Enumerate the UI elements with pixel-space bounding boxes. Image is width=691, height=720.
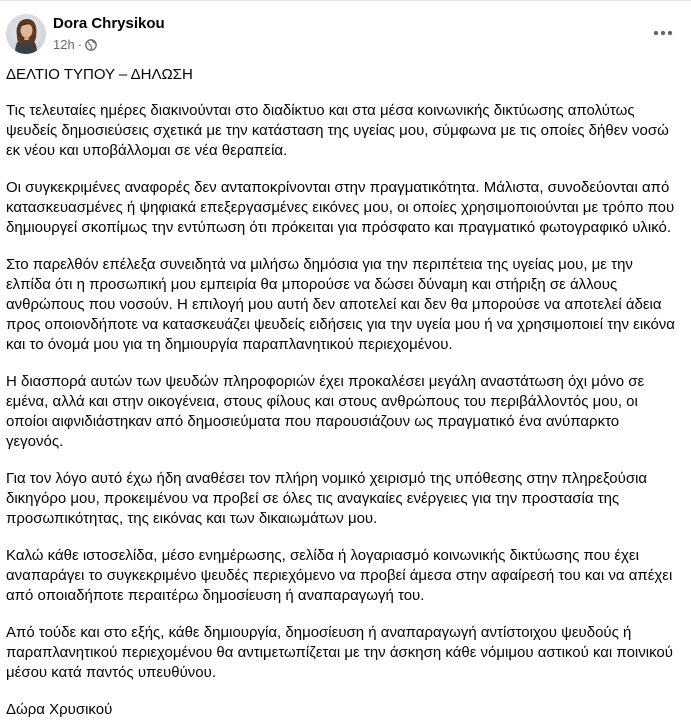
post-paragraph: Καλώ κάθε ιστοσελίδα, μέσο ενημέρωσης, σελίδα ή λογαριασμό κοινωνικής δικτύωσης που έχει αναπαράγει το συγκεκριμένο ψευδές περιεχόμενο να προβεί άμεσα στην αφαίρεσή του και να απέχει από οποιαδήποτε περαιτέρω δημοσίευση ή αναπαραγωγή του. [6,547,673,604]
author-block [53,14,165,53]
post-paragraph: Τις τελευταίες ημέρες διακινούνται στο διαδίκτυο και στα μέσα κοινωνικής δικτύωσης απολύτως ψευδείς δημοσιεύσεις σχετικά με την κατάσταση της υγείας μου, σύμφωνα με τις οποίες δήθεν νοσώ εκ νέου και υποβάλλομαι σε νέα θεραπεία. [6,102,669,159]
post-paragraph: Για τον λόγο αυτό έχω ήδη αναθέσει τον πλήρη νομικό χειρισμό της υπόθεσης στην πληρεξούσια δικηγόρο μου, προκειμένου να προβεί σε όλες τις αναγκαίες ενέργειες για την προστασία της προσωπικότητας, της εικόνας και των δικαιωμάτων μου. [6,470,648,527]
avatar-image [6,14,46,54]
post-paragraph: Οι συγκεκριμένες αναφορές δεν ανταποκρίνονται στην πραγματικότητα. Μάλιστα, συνοδεύονται από κατασκευασμένες ή ψηφιακά επεξεργασμένες εικόνες μου, οι οποίες χρησιμοποιούνται με τρόπο που δημιουργεί σκοπίμως την εντύπωση ότι πρόκειται για πρόσφατο και πραγματικό φωτογραφικό υλικό. [6,179,675,236]
post-timestamp[interactable]: 12h [53,37,75,52]
post-header [6,1,683,55]
post-paragraph: Η διασπορά αυτών των ψευδών πληροφοριών έχει προκαλέσει μεγάλη αναστάτωση όχι μόνο σε εμένα, αλλά και στην οικογένεια, στους φίλους και στους ανθρώπους του περιβάλλοντός μου, οι οποίοι αιφνιδιάστηκαν από δημοσιεύματα που παρουσιάζουν ως πραγματικό ένα ανύπαρκτο γεγονός. [6,373,645,450]
author-name[interactable]: Dora Chrysikou [53,15,165,32]
author-avatar[interactable] [6,14,46,54]
meta-separator: · [77,37,83,52]
post-meta [53,37,165,53]
more-options-icon[interactable] [651,23,675,43]
post-text [6,65,683,720]
post-paragraph: Από τούδε και στο εξής, κάθε δημιουργία, δημοσίευση ή αναπαραγωγή αντίστοιχου ψευδούς ή παραπλανητικού περιεχομένου θα αντιμετωπίζεται με την άσκηση κάθε νόμιμου αστικού και ποινικού μέσου κατά παντός υπευθύνου. [6,624,673,681]
post-signature: Δώρα Χρυσικού [6,701,113,718]
globe-icon[interactable] [85,39,97,51]
post-title: ΔΕΛΤΙΟ ΤΥΠΟΥ – ΔΗΛΩΣΗ [6,66,193,83]
post-paragraph: Στο παρελθόν επέλεξα συνειδητά να μιλήσω δημόσια για την περιπέτεια της υγείας μου, με την ελπίδα ότι η προσωπική μου εμπειρία θα μπορούσε να δώσει δύναμη και στήριξη σε άλλους ανθρώπους που νοσούν. Η επιλογή μου αυτή δεν αποτελεί και δεν θα μπορούσε να αποτελεί άδεια προς οποιονδήποτε να κατασκευάζει ψευδείς ειδήσεις για την υγεία μου ή να χρησιμοποιεί την εικόνα και το όνομά μου για τη δημιουργία παραπλανητικού περιεχομένου. [6,256,675,353]
